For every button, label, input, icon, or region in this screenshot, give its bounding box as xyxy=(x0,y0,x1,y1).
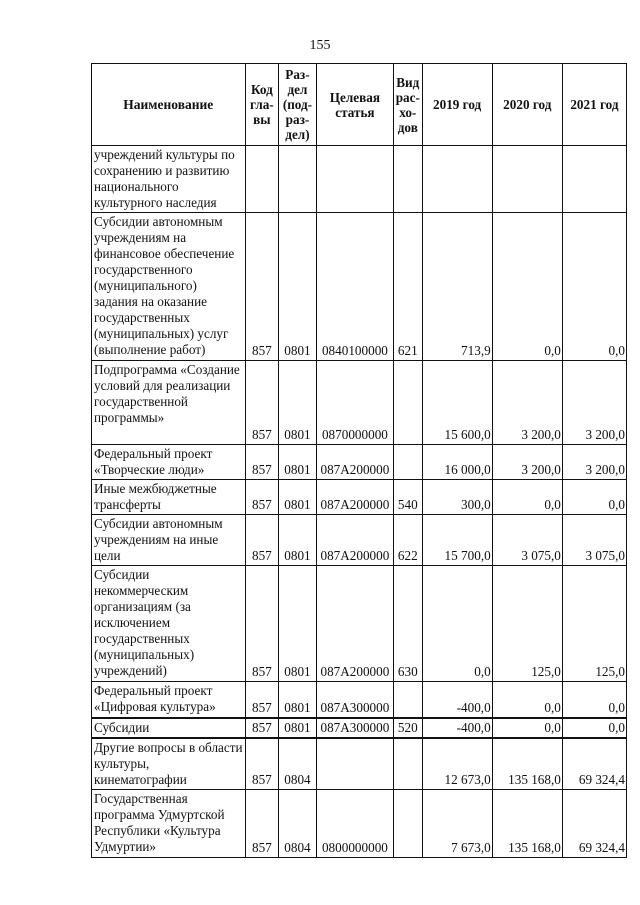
row-2020: 3 075,0 xyxy=(492,515,562,566)
row-name: учреждений культуры по сохранению и развитию национального культурного наследия xyxy=(92,146,246,213)
table-row xyxy=(92,213,627,361)
row-code: 857 xyxy=(245,480,279,515)
page-number: 155 xyxy=(309,38,331,53)
row-2021: 0,0 xyxy=(562,213,626,361)
row-2020: 0,0 xyxy=(492,718,562,738)
row-2019: -400,0 xyxy=(422,718,492,738)
header-section: Раз-дел (под-раз-дел) xyxy=(279,64,317,146)
row-code xyxy=(245,146,279,213)
row-2019: 16 000,0 xyxy=(422,445,492,480)
row-2019: 15 600,0 xyxy=(422,361,492,445)
row-section xyxy=(279,146,317,213)
row-section: 0801 xyxy=(279,361,317,445)
row-2020: 3 200,0 xyxy=(492,361,562,445)
row-type xyxy=(394,789,422,857)
row-code: 857 xyxy=(245,718,279,738)
table-row xyxy=(92,566,627,682)
row-type xyxy=(394,146,422,213)
row-code: 857 xyxy=(245,515,279,566)
row-target: 087А200000 xyxy=(316,445,393,480)
row-type: 621 xyxy=(394,213,422,361)
row-code: 857 xyxy=(245,789,279,857)
row-2019: 12 673,0 xyxy=(422,738,492,790)
budget-table xyxy=(91,63,627,858)
row-name: Государственная программа Удмуртской Республики «Культура Удмуртии» xyxy=(92,789,246,857)
row-name: Субсидии автономным учреждениям на финансовое обеспечение государственного (муниципального) задания на оказание государственных (муниципальных) услуг (выполнение работ) xyxy=(92,213,246,361)
row-2019: -400,0 xyxy=(422,682,492,718)
row-type xyxy=(394,738,422,790)
row-section: 0804 xyxy=(279,738,317,790)
row-name: Субсидии автономным учреждениям на иные цели xyxy=(92,515,246,566)
table-row xyxy=(92,361,627,445)
row-type: 630 xyxy=(394,566,422,682)
row-2021: 125,0 xyxy=(562,566,626,682)
header-name: Наименование xyxy=(92,64,246,146)
row-name: Федеральный проект «Цифровая культура» xyxy=(92,682,246,718)
row-2021: 0,0 xyxy=(562,480,626,515)
row-name: Иные межбюджетные трансферты xyxy=(92,480,246,515)
row-2019 xyxy=(422,146,492,213)
row-type: 520 xyxy=(394,718,422,738)
row-code: 857 xyxy=(245,361,279,445)
row-code: 857 xyxy=(245,738,279,790)
row-2021: 69 324,4 xyxy=(562,789,626,857)
row-name: Субсидии некоммерческим организациям (за исключением государственных (муниципальных) учреждений) xyxy=(92,566,246,682)
header-2020: 2020 год xyxy=(492,64,562,146)
row-2019: 15 700,0 xyxy=(422,515,492,566)
header-target: Целевая статья xyxy=(316,64,393,146)
row-2021: 3 200,0 xyxy=(562,445,626,480)
table-row xyxy=(92,682,627,718)
row-target: 087А300000 xyxy=(316,682,393,718)
header-code: Код гла-вы xyxy=(245,64,279,146)
row-name: Подпрограмма «Создание условий для реализации государственной программы» xyxy=(92,361,246,445)
row-target: 0870000000 xyxy=(316,361,393,445)
table-row xyxy=(92,515,627,566)
row-target: 0840100000 xyxy=(316,213,393,361)
row-2020: 125,0 xyxy=(492,566,562,682)
row-2020 xyxy=(492,146,562,213)
row-2019: 713,9 xyxy=(422,213,492,361)
row-2020: 3 200,0 xyxy=(492,445,562,480)
row-2019: 7 673,0 xyxy=(422,789,492,857)
table-row xyxy=(92,738,627,790)
row-section: 0801 xyxy=(279,718,317,738)
row-target xyxy=(316,738,393,790)
row-target: 087А200000 xyxy=(316,515,393,566)
row-code: 857 xyxy=(245,566,279,682)
row-section: 0801 xyxy=(279,213,317,361)
row-target: 087А200000 xyxy=(316,480,393,515)
row-2019: 0,0 xyxy=(422,566,492,682)
row-2020: 0,0 xyxy=(492,682,562,718)
row-target: 087А200000 xyxy=(316,566,393,682)
row-type: 540 xyxy=(394,480,422,515)
row-name: Другие вопросы в области культуры, кинематографии xyxy=(92,738,246,790)
row-section: 0801 xyxy=(279,566,317,682)
row-code: 857 xyxy=(245,213,279,361)
row-type xyxy=(394,361,422,445)
row-section: 0801 xyxy=(279,445,317,480)
row-target: 0800000000 xyxy=(316,789,393,857)
row-2021: 3 075,0 xyxy=(562,515,626,566)
header-2021: 2021 год xyxy=(562,64,626,146)
row-section: 0801 xyxy=(279,682,317,718)
row-section: 0801 xyxy=(279,480,317,515)
row-2021: 69 324,4 xyxy=(562,738,626,790)
row-section: 0804 xyxy=(279,789,317,857)
row-2020: 135 168,0 xyxy=(492,789,562,857)
table-row xyxy=(92,789,627,857)
row-2021: 0,0 xyxy=(562,682,626,718)
row-type xyxy=(394,445,422,480)
row-type: 622 xyxy=(394,515,422,566)
row-name: Субсидии xyxy=(92,718,246,738)
table-row xyxy=(92,146,627,213)
row-code: 857 xyxy=(245,682,279,718)
table-row xyxy=(92,445,627,480)
row-section: 0801 xyxy=(279,515,317,566)
table-row xyxy=(92,480,627,515)
row-2019: 300,0 xyxy=(422,480,492,515)
row-2020: 0,0 xyxy=(492,480,562,515)
row-2021 xyxy=(562,146,626,213)
row-2021: 3 200,0 xyxy=(562,361,626,445)
row-name: Федеральный проект «Творческие люди» xyxy=(92,445,246,480)
header-type: Вид рас-хо-дов xyxy=(394,64,422,146)
row-2021: 0,0 xyxy=(562,718,626,738)
row-2020: 135 168,0 xyxy=(492,738,562,790)
row-type xyxy=(394,682,422,718)
header-2019: 2019 год xyxy=(422,64,492,146)
table-row xyxy=(92,718,627,738)
row-code: 857 xyxy=(245,445,279,480)
header-row xyxy=(92,64,627,146)
row-2020: 0,0 xyxy=(492,213,562,361)
row-target: 087А300000 xyxy=(316,718,393,738)
row-target xyxy=(316,146,393,213)
